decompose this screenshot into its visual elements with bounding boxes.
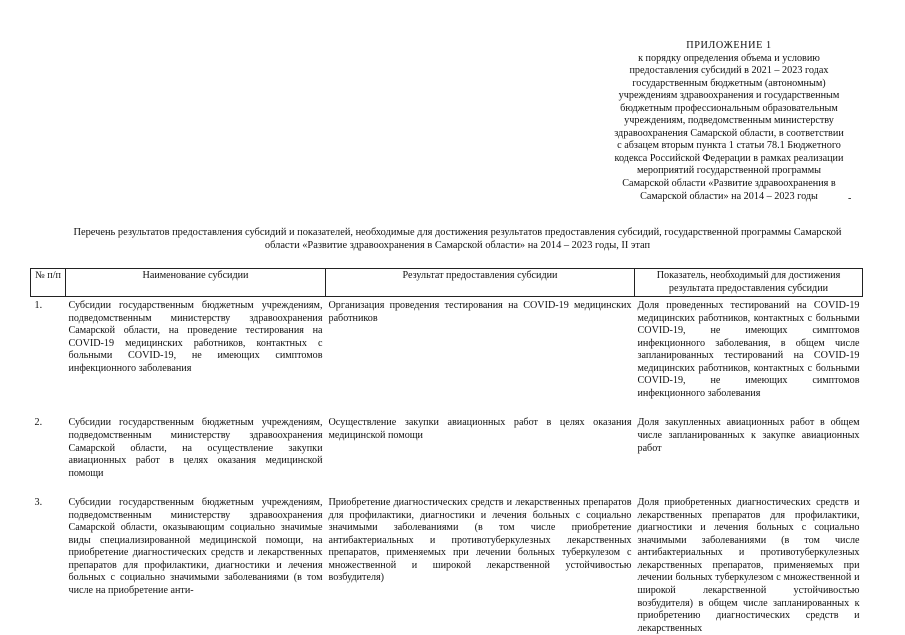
row-indicator: Доля приобретенных диагностических средств и лекарственных препаратов для профилактики, диагностики и лечения больных с социально значимыми заболеваниями (в том числе антибактериальных и противотуберкулезных лекарственных препаратов, применяемых при лечении больных туберкулезом с множественной и широкой лекарственной устойчивостью возбудителя) в общем числе запланированных к приобретению диагностических средств и лекарственных — [637, 497, 860, 634]
stray-mark: - — [848, 193, 852, 204]
appendix-line: Самарской области «Развитие здравоохранения в — [622, 178, 836, 190]
row-subsidy-name: Субсидии государственным бюджетным учреждениям, подведомственным министерству здравоохранения Самарской области, оказывающим социально значимые виды специализированной медицинской помощи, на приобретение диагностических средств и лекарственных препаратов для профилактики, диагностики и лечения больных с социально значимыми заболеваниями (в том числе на приобретение анти- — [68, 497, 323, 597]
header-result: Результат предоставления субсидии — [326, 269, 635, 297]
appendix-line: бюджетным профессиональным образовательным — [620, 102, 838, 114]
table-row — [31, 414, 863, 494]
table-header-row — [31, 269, 863, 297]
appendix-line: с абзацем вторым пункта 1 статьи 78.1 Бюджетного — [617, 140, 841, 152]
row-result: Организация проведения тестирования на COVID-19 медицинских работников — [328, 300, 632, 324]
subsidy-table — [30, 268, 863, 635]
appendix-line: государственным бюджетным (автономным) — [632, 77, 826, 89]
document-title-line: Перечень результатов предоставления субсидий и показателей, необходимые для достижения результатов предоставления субсидий, государственной программы Самарской — [73, 227, 842, 238]
document-title — [30, 226, 885, 253]
row-number: 1. — [34, 300, 43, 312]
row-indicator: Доля закупленных авиационных работ в общем числе запланированных к закупке авиационных работ — [637, 417, 860, 454]
row-subsidy-name: Субсидии государственным бюджетным учреждениям, подведомственным министерству здравоохранения Самарской области, на проведение тестирования на COVID-19 медицинских работников, контактных с больными COVID-19, не имеющих симптомов инфекционного заболевания — [68, 300, 323, 374]
row-indicator: Доля проведенных тестирований на COVID-19 медицинских работников, контактных с больными COVID-19, не имеющих симптомов инфекционного заболевания, в общем числе запланированных тестирований на COVID-19 медицинских работников, контактных с больными COVID-19, не имеющих симптомов инфекционного заболевания — [637, 300, 860, 399]
appendix-line: предоставления субсидий в 2021 – 2023 годах — [629, 65, 829, 77]
row-number: 2. — [34, 417, 43, 429]
appendix-block — [598, 40, 860, 203]
appendix-line: здравоохранения Самарской области, в соответствии — [614, 127, 844, 139]
document-title-line: области «Развитие здравоохранения в Самарской области» на 2014 – 2023 годы, II этап — [264, 240, 651, 252]
table-row — [31, 297, 863, 415]
header-subsidy-name: Наименование субсидии — [66, 269, 326, 297]
appendix-line: Самарской области» на 2014 – 2023 годы — [640, 190, 818, 202]
row-subsidy-name: Субсидии государственным бюджетным учреждениям, подведомственным министерству здравоохранения Самарской области, на осуществление закупки авиационных работ в целях оказания медицинской помощи — [68, 417, 323, 479]
appendix-line: к порядку определения объема и условию — [638, 52, 820, 64]
header-number: № п/п — [31, 269, 66, 297]
row-result: Осуществление закупки авиационных работ в целях оказания медицинской помощи — [328, 417, 632, 442]
appendix-line: учреждениям здравоохранения и государственным — [618, 90, 840, 102]
appendix-line: мероприятий государственной программы — [636, 165, 822, 177]
table-row — [31, 494, 863, 635]
appendix-line: учреждениям, подведомственным министерству — [624, 115, 834, 127]
row-number: 3. — [34, 497, 43, 509]
row-result: Приобретение диагностических средств и лекарственных препаратов для профилактики, диагностики и лечения больных с социально значимыми заболеваниями (в том числе приобретение антибактериальных и противотуберкулезных лекарственных препаратов, применяемых при лечении больных туберкулезом с множественной и широкой лекарственной устойчивостью возбудителя) — [328, 497, 632, 584]
header-indicator: Показатель, необходимый для достижения результата предоставления субсидии — [635, 269, 863, 297]
appendix-heading: ПРИЛОЖЕНИЕ 1 — [686, 40, 772, 51]
appendix-line: кодекса Российской Федерации в рамках реализации — [614, 152, 844, 164]
